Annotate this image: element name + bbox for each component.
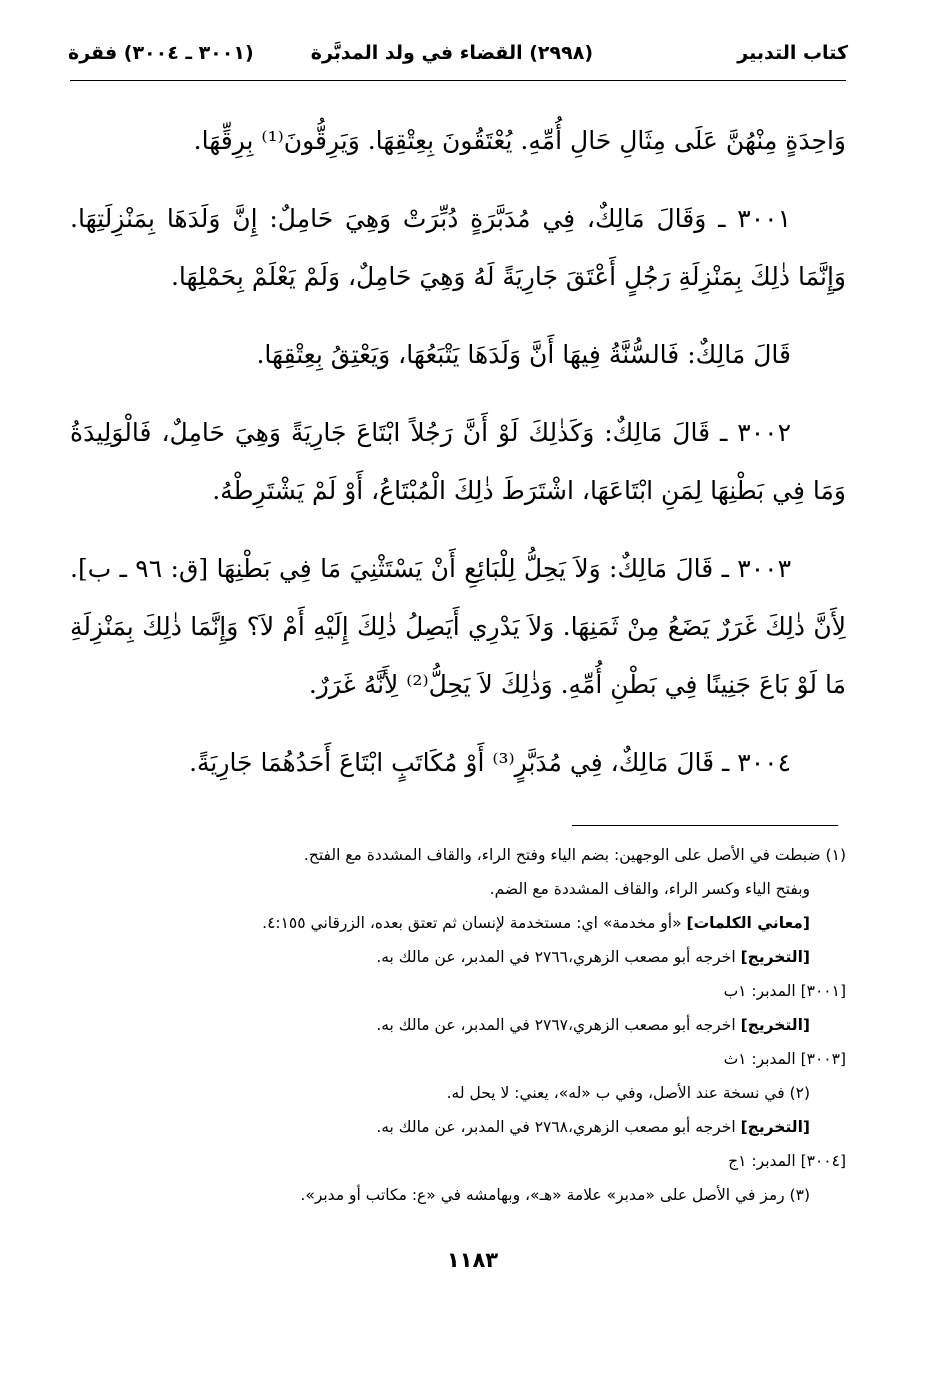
reference-3001: [٣٠٠١] المدبر: ١ب	[723, 982, 846, 1000]
paragraph-3004: ٣٠٠٤ ـ قَالَ مَالِكٌ، فِي مُدَبَّرٍ⁽³⁾ أَوْ مُكَاتَبٍ ابْتَاعَ أَحَدُهُمَا جَارِيَةً.	[189, 748, 791, 777]
word-meanings-text: «أو مخدمة» اي: مستخدمة لإنسان ثم تعتق بعده، الزرقاني ٤:١٥٥.	[262, 914, 687, 932]
page-number: ١١٨٣	[446, 1248, 499, 1272]
takhrij-text: اخرجه أبو مصعب الزهري،٢٧٦٧ في المدبر، عن مالك به.	[376, 1016, 741, 1034]
takhrij-note-3	[70, 1110, 846, 1144]
reference-3003: [٣٠٠٣] المدبر: ١ث	[723, 1050, 846, 1068]
paragraph-3001: ٣٠٠١ ـ وَقَالَ مَالِكٌ، فِي مُدَبَّرَةٍ دُبِّرَتْ وَهِيَ حَامِلٌ: إِنَّ وَلَدَهَا بِمَنْزِلَتِهَا. وَإِنَّمَا ذٰلِكَ بِمَنْزِلَةِ رَجُلٍ أَعْتَقَ جَارِيَةً لَهُ وَهِيَ حَامِلٌ، وَلَمْ يَعْلَمْ بِحَمْلِهَا.	[70, 204, 846, 291]
takhrij-note-1	[70, 940, 846, 974]
main-text	[70, 112, 846, 812]
takhrij-label: [التخريج]	[740, 1118, 810, 1136]
running-header	[68, 38, 848, 78]
book-title: كتاب التدبير	[737, 42, 848, 64]
takhrij-text: اخرجه أبو مصعب الزهري،٢٧٦٦ في المدبر، عن مالك به.	[376, 948, 741, 966]
header-rule	[70, 80, 846, 81]
footnote-rule	[572, 825, 838, 826]
word-meanings-note	[70, 906, 846, 940]
takhrij-label: [التخريج]	[740, 1016, 810, 1034]
paragraph-3003: ٣٠٠٣ ـ قَالَ مَالِكٌ: وَلاَ يَحِلُّ لِلْبَائِعِ أَنْ يَسْتَثْنِيَ مَا فِي بَطْنِهَا [ق: ٩٦ ـ ب]. لِأَنَّ ذٰلِكَ غَرَرٌ يَضَعُ مِنْ ثَمَنِهَا. وَلاَ يَدْرِي أَيَصِلُ ذٰلِكَ إِلَيْهِ أَمْ لاَ؟ وَإِنَّمَا ذٰلِكَ بِمَنْزِلَةِ مَا لَوْ بَاعَ جَنِينًا فِي بَطْنِ أُمِّهِ. وَذٰلِكَ لاَ يَحِلُّ⁽²⁾ لِأَنَّهُ غَرَرٌ.	[70, 554, 846, 699]
footnote-1: (١) ضبطت في الأصل على الوجهين: بضم الياء وفتح الراء، والقاف المشددة مع الفتح.	[303, 846, 846, 864]
footnotes	[70, 838, 846, 1212]
word-meanings-label: [معاني الكلمات]	[686, 914, 810, 932]
footnote-2: (٢) في نسخة عند الأصل، وفي ب «له»، يعني: لا يحل له.	[446, 1084, 810, 1102]
chapter-title: (٢٩٩٨) القضاء في ولد المدبَّرة	[310, 42, 593, 64]
paragraph-malik-sunnah: قَالَ مَالِكٌ: فَالسُّنَّةُ فِيهَا أَنَّ وَلَدَهَا يَتْبَعُهَا، وَيَعْتِقُ بِعِتْقِهَا.	[256, 340, 791, 369]
takhrij-text: اخرجه أبو مصعب الزهري،٢٧٦٨ في المدبر، عن مالك به.	[376, 1118, 741, 1136]
paragraph-range: (٣٠٠١ ـ ٣٠٠٤) فقرة	[68, 42, 254, 64]
footnote-3: (٣) رمز في الأصل على «مدبر» علامة «هـ»، وبهامشه في «ع: مكاتب أو مدبر».	[300, 1186, 810, 1204]
takhrij-label: [التخريج]	[740, 948, 810, 966]
reference-3004: [٣٠٠٤] المدبر: ١ج	[728, 1152, 846, 1170]
footnote-1-continuation: وبفتح الياء وكسر الراء، والقاف المشددة مع الضم.	[489, 880, 810, 898]
paragraph-3002: ٣٠٠٢ ـ قَالَ مَالِكٌ: وَكَذٰلِكَ لَوْ أَنَّ رَجُلاً ابْتَاعَ جَارِيَةً وَهِيَ حَامِلٌ، فَالْوَلِيدَةُ وَمَا فِي بَطْنِهَا لِمَنِ ابْتَاعَهَا، اشْتَرَطَ ذٰلِكَ الْمُبْتَاعُ، أَوْ لَمْ يَشْتَرِطْهُ.	[70, 418, 846, 505]
takhrij-note-2	[70, 1008, 846, 1042]
paragraph-continuation: وَاحِدَةٍ مِنْهُنَّ عَلَى مِثَالِ حَالِ أُمِّهِ. يُعْتَقُونَ بِعِتْقِهَا. وَيَرِقُّونَ⁽¹⁾ بِرِقِّهَا.	[193, 126, 846, 155]
